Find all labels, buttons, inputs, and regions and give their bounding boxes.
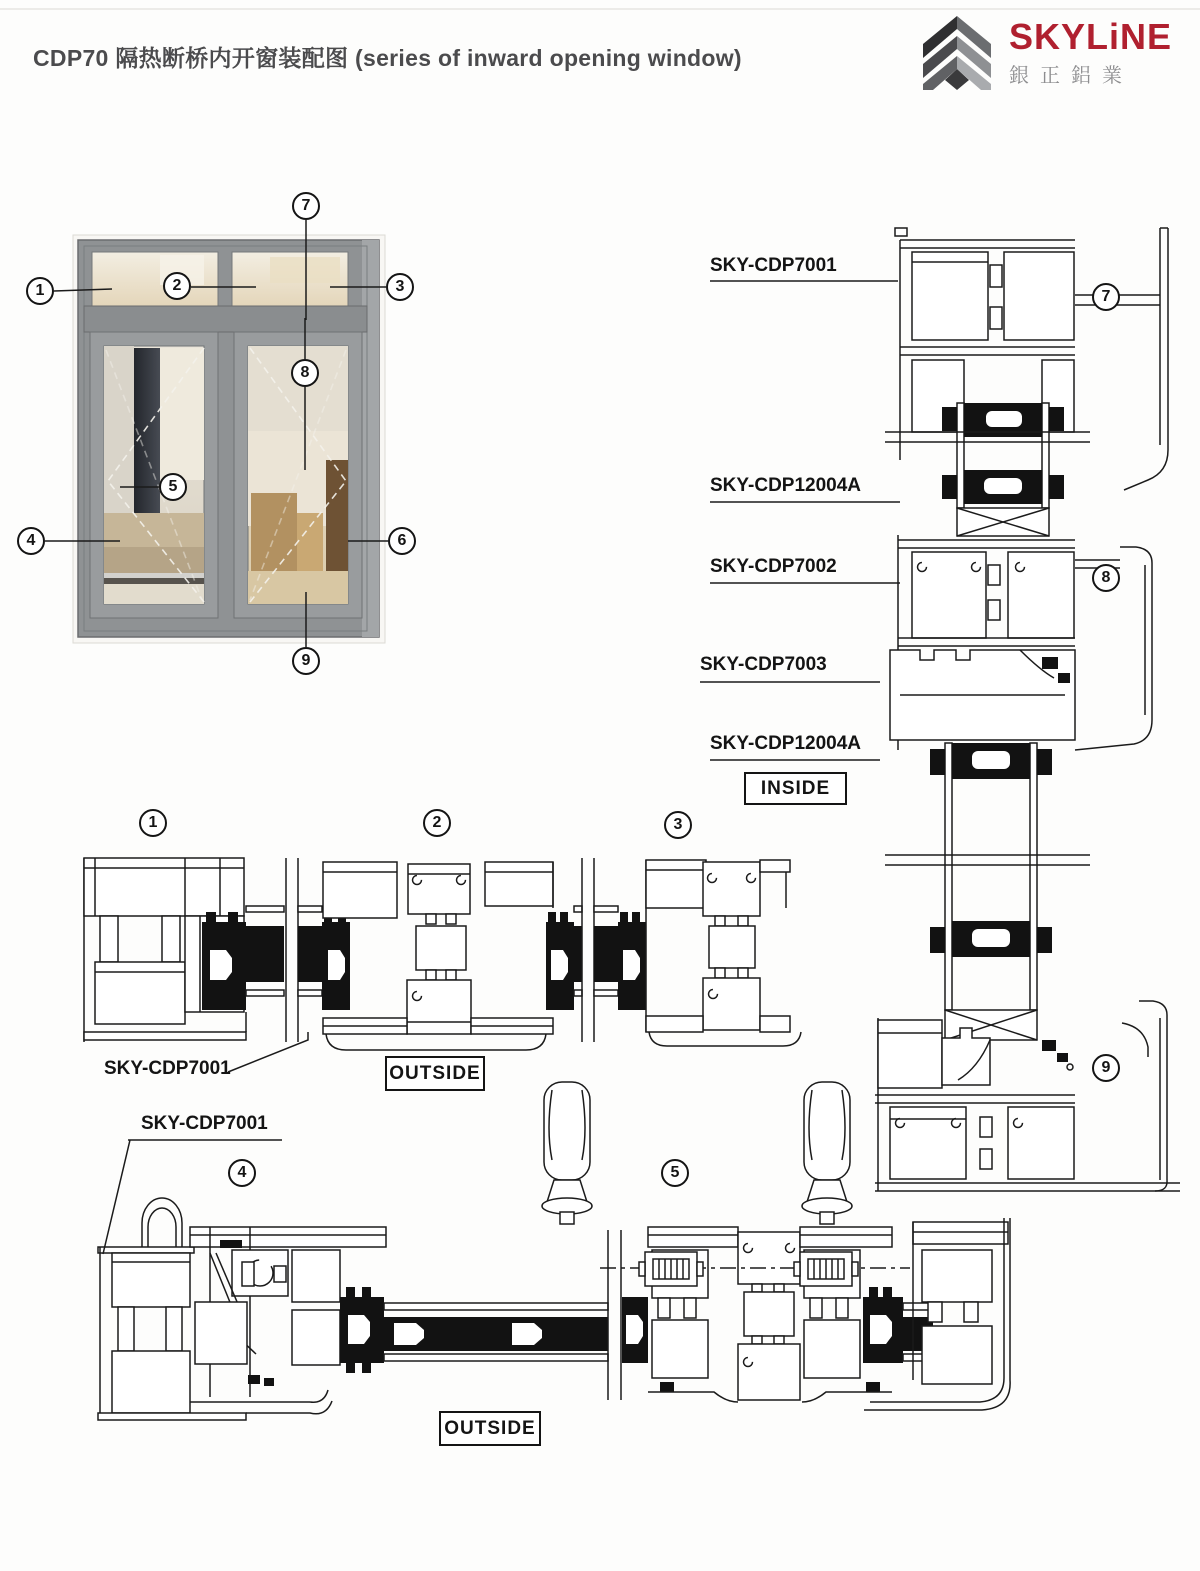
section-2-callout [423, 809, 451, 837]
callout-6-circle [388, 527, 416, 555]
callout-3-number: 3 [395, 278, 405, 295]
section-4-number: 4 [237, 1164, 247, 1181]
break-lines-1 [286, 858, 298, 1042]
callout-4-number: 4 [26, 532, 36, 549]
callout-1-circle [26, 277, 54, 305]
callout-7-circle [292, 192, 320, 220]
callout-7-number: 7 [301, 197, 311, 214]
section-1-number: 1 [148, 814, 158, 831]
section-4-callout [228, 1159, 256, 1187]
callout-5-number: 5 [168, 478, 178, 495]
outside-box-2: OUTSIDE [439, 1411, 541, 1446]
part-label-sky-cdp12004a: SKY-CDP12004A [710, 475, 862, 496]
page-title: CDP70 隔热断桥内开窗装配图 (series of inward opening window) [33, 45, 742, 71]
section-5-callout [661, 1159, 689, 1187]
window-elevation-photo [20, 195, 420, 695]
company-logo [917, 16, 1172, 90]
callout-9-circle [292, 647, 320, 675]
head-frame-section-7 [895, 228, 1168, 490]
section-4-hinge-jamb [98, 1198, 386, 1420]
break-lines-3 [608, 1230, 621, 1400]
callout-8-circle [291, 359, 319, 387]
callout-4-circle [17, 527, 45, 555]
section-1-callout [139, 809, 167, 837]
logo-chevron-icon [917, 16, 997, 90]
handle-right [802, 1082, 852, 1224]
part-label-sky-cdp7001: SKY-CDP7001 [710, 255, 837, 276]
glazing-run-left [384, 1303, 608, 1361]
section-2-number: 2 [432, 814, 442, 831]
inside-box: INSIDE [744, 772, 847, 805]
callout-3-circle [386, 273, 414, 301]
callout-1-number: 1 [35, 282, 45, 299]
outside-box-1: OUTSIDE [385, 1056, 485, 1091]
section-9-number: 9 [1101, 1059, 1111, 1076]
brand-name: SKYLiNE [1008, 15, 1172, 57]
section-8-callout [1092, 564, 1120, 592]
section-8-number: 8 [1101, 569, 1111, 586]
logo-text [1008, 15, 1172, 88]
break-lines-2 [582, 858, 594, 1042]
callout-9-number: 9 [301, 652, 311, 669]
section-2-mullion [298, 862, 582, 1050]
callout-8-number: 8 [300, 364, 310, 381]
part-label-sky-cdp7002: SKY-CDP7002 [710, 556, 837, 577]
section-3-number: 3 [673, 816, 683, 833]
section-7-callout [1092, 283, 1120, 311]
part-label-mid-sky-cdp7001: SKY-CDP7001 [104, 1058, 231, 1079]
handle-left [542, 1082, 592, 1224]
lower-glazing-unit [885, 743, 1090, 1040]
brand-subtitle: 銀正鋁業 [1008, 64, 1133, 87]
callout-5-circle [159, 473, 187, 501]
scan-artifact-line [0, 8, 1200, 10]
part-label-sky-cdp12004a-2: SKY-CDP12004A [710, 733, 862, 754]
callout-6-number: 6 [397, 532, 407, 549]
label-underlines [700, 281, 900, 760]
section-1-jamb [84, 858, 284, 1042]
section-5-number: 5 [670, 1164, 680, 1181]
section-9-callout [1092, 1054, 1120, 1082]
part-label-sky-cdp7003: SKY-CDP7003 [700, 654, 827, 675]
section-7-number: 7 [1101, 288, 1111, 305]
part-label-bottom-sky-cdp7001: SKY-CDP7001 [141, 1113, 268, 1134]
callout-2-number: 2 [172, 277, 182, 294]
callout-2-circle [163, 272, 191, 300]
section-3-callout [664, 811, 692, 839]
